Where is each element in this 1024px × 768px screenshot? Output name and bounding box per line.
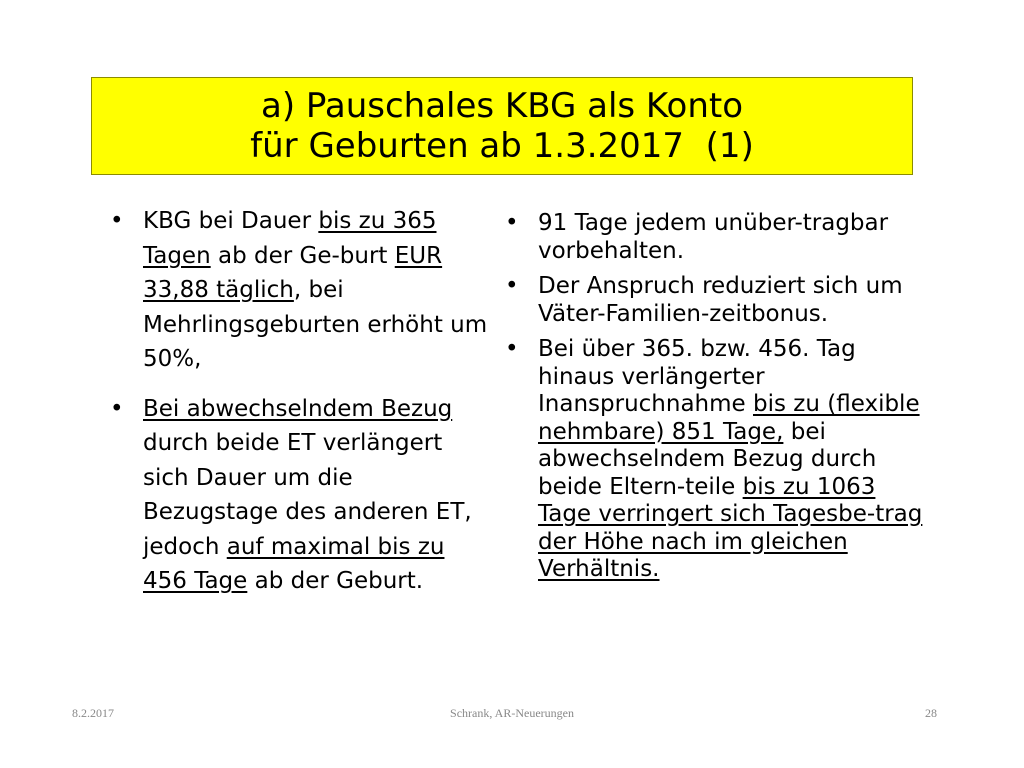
left-bullet-1-text-a: KBG bei Dauer [143,208,319,234]
left-bullet-2-underline-a: Bei abwechselndem Bezug [143,395,453,422]
right-bullet-2-text: Der Anspruch reduziert sich um Väter-Familien-zeitbonus. [538,273,903,327]
footer-center-text: Schrank, AR-Neuerungen [450,706,574,720]
left-bullet-1-text-b: ab der Ge-burt [210,242,395,269]
left-bullet-2 [108,392,488,599]
footer-date: 8.2.2017 [72,706,114,720]
right-bullet-2 [503,273,923,328]
right-bullet-list [503,210,923,584]
left-bullet-2-text-a: durch beide ET verlängert sich Dauer um die Bezugstage des anderen ET, jedoch [143,430,472,560]
right-bullet-1 [503,210,923,265]
right-column [503,210,923,584]
right-bullet-3-underline-a: bis zu (flexible nehmbare) 851 Tage, [538,391,920,445]
left-bullet-1-underline-b: EUR 33,88 täglich [143,242,443,303]
footer-page-number: 28 [925,706,937,720]
left-bullet-2-underline-b: auf maximal bis zu 456 Tage [143,533,445,594]
left-bullet-1-text-c: , bei Mehrlingsgeburten erhöht um 50%, [143,277,488,372]
right-bullet-3-text-b: bei abwechselndem Bezug durch beide Eltern-teile [538,418,877,500]
right-bullet-3 [503,336,923,584]
right-bullet-3-underline-b: bis zu 1063 Tage verringert sich Tagesbe-trag der Höhe nach im gleichen Verhältnis. [538,473,923,582]
right-bullet-3-text-a: Bei über 365. bzw. 456. Tag hinaus verlängerter Inanspruchnahme [538,336,856,417]
slide-title [91,77,913,175]
left-bullet-2-text-b: ab der Geburt. [247,568,424,594]
left-bullet-1-underline-a: bis zu 365 Tagen [143,208,437,269]
right-bullet-1-text: 91 Tage jedem unüber-tragbar vorbehalten. [538,210,889,264]
title-line-2: für Geburten ab 1.3.2017 (1) [250,126,754,166]
left-column [108,204,488,599]
title-line-1: a) Pauschales KBG als Konto [260,86,743,126]
left-bullet-1 [108,204,488,377]
left-bullet-list [108,204,488,599]
